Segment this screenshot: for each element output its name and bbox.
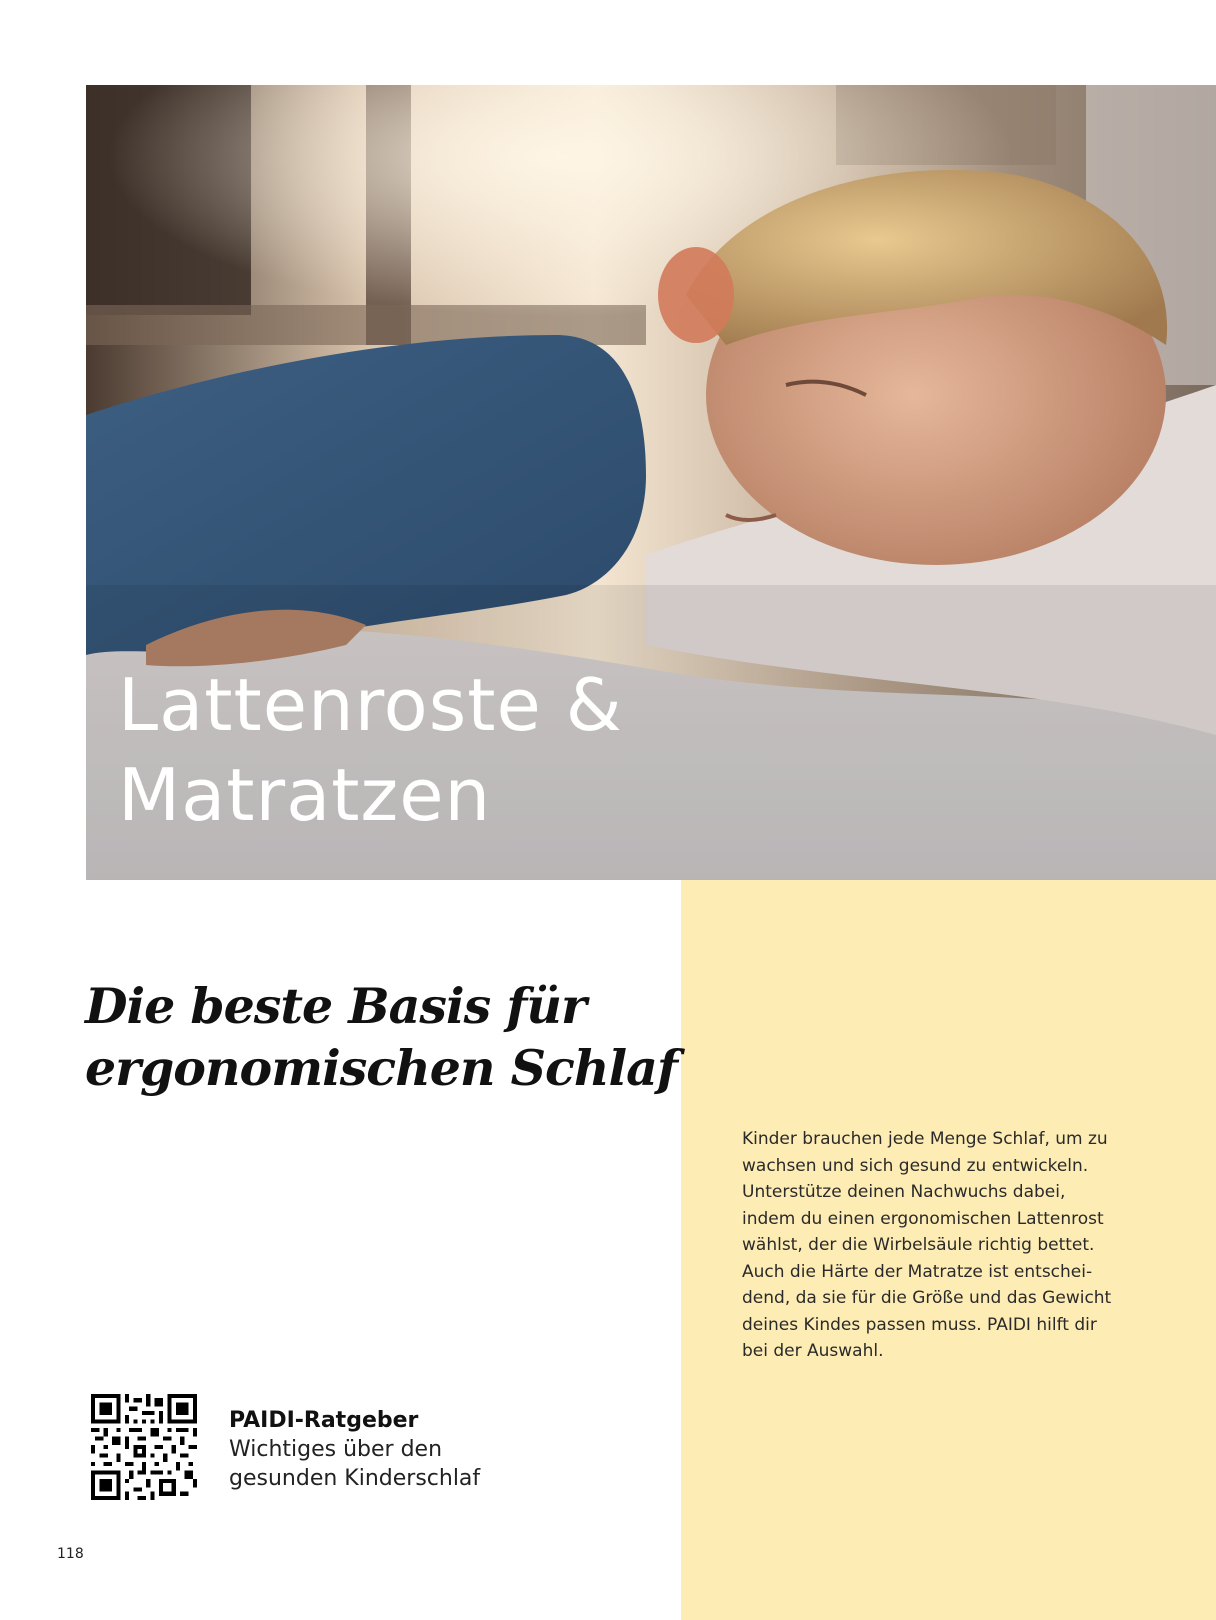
subtitle-line1: Die beste Basis für: [85, 977, 586, 1035]
qr-code-icon[interactable]: [91, 1394, 197, 1500]
page-title: [118, 660, 623, 840]
page-title-line2: Matratzen: [118, 753, 492, 837]
section-subtitle: [85, 975, 677, 1099]
guide-line2: gesunden Kinderschlaf: [229, 1466, 481, 1491]
guide-line1: Wichtiges über den: [229, 1437, 443, 1462]
subtitle-line2: ergonomischen Schlaf: [85, 1039, 677, 1097]
guide-block: [229, 1407, 480, 1493]
paragraph-line: indem du einen ergonomischen Lattenrost: [742, 1208, 1104, 1229]
page-title-line1: Lattenroste &: [118, 663, 623, 747]
paragraph-line: Auch die Härte der Matratze ist entschei-: [742, 1261, 1093, 1282]
paragraph-line: deines Kindes passen muss. PAIDI hilft dir: [742, 1314, 1097, 1335]
hero-image: [86, 85, 1216, 880]
paragraph-line: Unterstütze deinen Nachwuchs dabei,: [742, 1182, 1066, 1202]
paragraph-line: bei der Auswahl.: [742, 1341, 884, 1361]
guide-title: PAIDI-Ratgeber: [229, 1408, 419, 1433]
paragraph-line: dend, da sie für die Größe und das Gewicht: [742, 1288, 1112, 1308]
paragraph-line: Kinder brauchen jede Menge Schlaf, um zu: [742, 1129, 1108, 1149]
paragraph-line: wachsen und sich gesund zu entwickeln.: [742, 1155, 1089, 1176]
intro-paragraph: [742, 1126, 1142, 1365]
paragraph-line: wählst, der die Wirbelsäule richtig bettet.: [742, 1235, 1095, 1255]
page-number: 118: [57, 1546, 84, 1562]
